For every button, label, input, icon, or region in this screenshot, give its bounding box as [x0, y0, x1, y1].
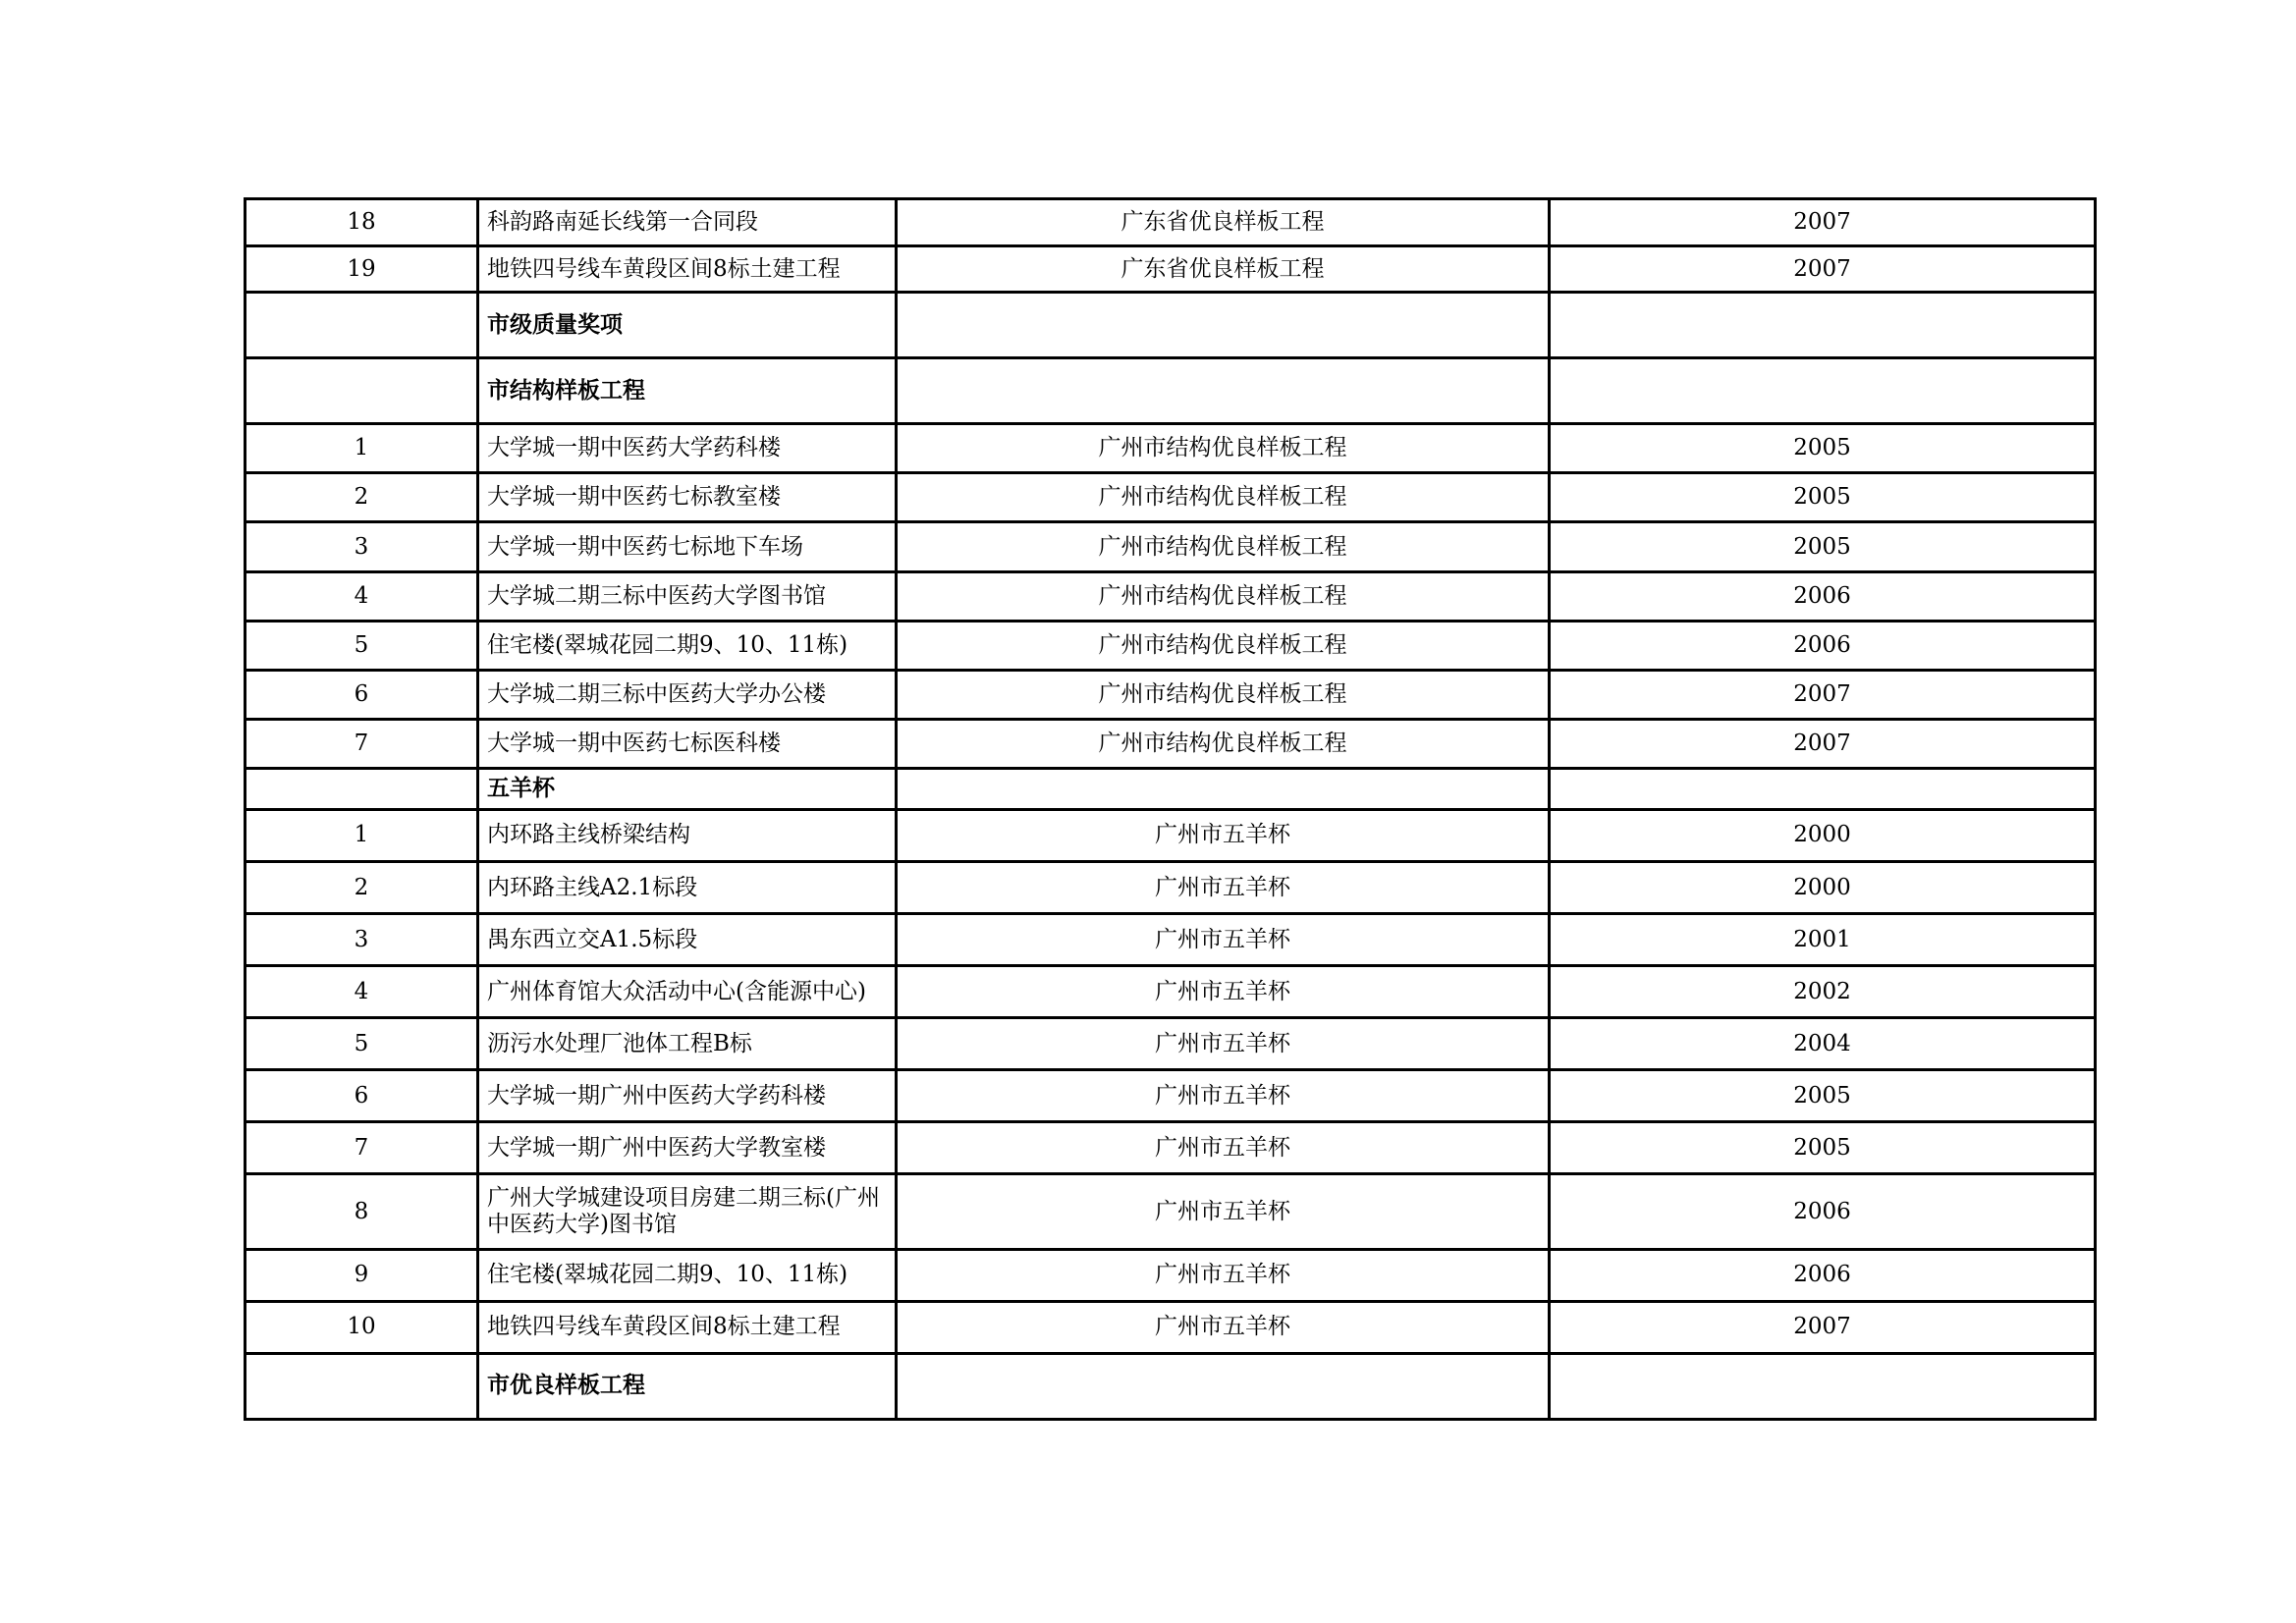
award-name: 广东省优良样板工程: [897, 246, 1550, 293]
award-year: 2000: [1550, 862, 2096, 914]
table-row: [246, 1174, 2096, 1249]
project-name: 广州大学城建设项目房建二期三标(广州中医药大学)图书馆: [478, 1174, 897, 1249]
award-name: 广州市结构优良样板工程: [897, 473, 1550, 522]
row-number: 7: [246, 1122, 478, 1174]
award-name: 广州市结构优良样板工程: [897, 670, 1550, 719]
award-name: [897, 358, 1550, 424]
row-number: 9: [246, 1249, 478, 1301]
row-number: [246, 768, 478, 809]
row-number: 4: [246, 571, 478, 621]
table-row: [246, 1070, 2096, 1122]
award-year: 2000: [1550, 809, 2096, 861]
row-number: [246, 358, 478, 424]
award-year: 2005: [1550, 522, 2096, 571]
table-row: [246, 809, 2096, 861]
row-number: 1: [246, 424, 478, 473]
award-year: [1550, 358, 2096, 424]
award-name: 广州市五羊杯: [897, 1249, 1550, 1301]
award-name: 广东省优良样板工程: [897, 199, 1550, 246]
section-heading: 市优良样板工程: [478, 1353, 897, 1419]
project-name: 大学城一期中医药七标地下车场: [478, 522, 897, 571]
award-year: [1550, 293, 2096, 358]
award-year: 2007: [1550, 719, 2096, 768]
project-name: 内环路主线A2.1标段: [478, 862, 897, 914]
section-heading: 五羊杯: [478, 768, 897, 809]
table-row: [246, 424, 2096, 473]
row-number: 2: [246, 862, 478, 914]
project-name: 地铁四号线车黄段区间8标土建工程: [478, 246, 897, 293]
row-number: 3: [246, 522, 478, 571]
row-number: 10: [246, 1301, 478, 1353]
award-name: 广州市五羊杯: [897, 1301, 1550, 1353]
award-name: [897, 293, 1550, 358]
project-name: 大学城一期中医药七标教室楼: [478, 473, 897, 522]
award-name: 广州市五羊杯: [897, 914, 1550, 966]
award-year: 2007: [1550, 1301, 2096, 1353]
section-row: [246, 293, 2096, 358]
table-row: [246, 1301, 2096, 1353]
project-name: 广州体育馆大众活动中心(含能源中心): [478, 966, 897, 1018]
award-name: 广州市结构优良样板工程: [897, 719, 1550, 768]
award-year: 2007: [1550, 670, 2096, 719]
award-name: 广州市五羊杯: [897, 1174, 1550, 1249]
table-row: [246, 862, 2096, 914]
table-row: [246, 199, 2096, 246]
award-name: 广州市结构优良样板工程: [897, 621, 1550, 670]
row-number: 3: [246, 914, 478, 966]
row-number: [246, 293, 478, 358]
row-number: 6: [246, 1070, 478, 1122]
award-year: [1550, 768, 2096, 809]
award-year: 2006: [1550, 571, 2096, 621]
row-number: 1: [246, 809, 478, 861]
project-name: 禺东西立交A1.5标段: [478, 914, 897, 966]
table-row: [246, 522, 2096, 571]
row-number: 6: [246, 670, 478, 719]
section-row: [246, 1353, 2096, 1419]
awards-table: [244, 197, 2097, 1421]
project-name: 住宅楼(翠城花园二期9、10、11栋): [478, 1249, 897, 1301]
section-row: [246, 768, 2096, 809]
table-row: [246, 966, 2096, 1018]
row-number: 19: [246, 246, 478, 293]
award-year: 2005: [1550, 473, 2096, 522]
award-name: 广州市结构优良样板工程: [897, 424, 1550, 473]
table-row: [246, 621, 2096, 670]
table-row: [246, 473, 2096, 522]
awards-table-body: [246, 199, 2096, 1420]
table-row: [246, 246, 2096, 293]
award-name: 广州市五羊杯: [897, 966, 1550, 1018]
table-row: [246, 1249, 2096, 1301]
section-heading: 市级质量奖项: [478, 293, 897, 358]
project-name: 大学城二期三标中医药大学办公楼: [478, 670, 897, 719]
award-name: 广州市五羊杯: [897, 1122, 1550, 1174]
award-name: 广州市五羊杯: [897, 1070, 1550, 1122]
project-name: 科韵路南延长线第一合同段: [478, 199, 897, 246]
award-year: 2006: [1550, 1174, 2096, 1249]
project-name: 沥污水处理厂池体工程B标: [478, 1018, 897, 1070]
award-name: [897, 768, 1550, 809]
award-year: 2001: [1550, 914, 2096, 966]
row-number: 18: [246, 199, 478, 246]
project-name: 内环路主线桥梁结构: [478, 809, 897, 861]
row-number: 5: [246, 1018, 478, 1070]
row-number: 2: [246, 473, 478, 522]
table-row: [246, 914, 2096, 966]
table-row: [246, 1122, 2096, 1174]
award-name: 广州市结构优良样板工程: [897, 522, 1550, 571]
project-name: 大学城二期三标中医药大学图书馆: [478, 571, 897, 621]
project-name: 大学城一期广州中医药大学教室楼: [478, 1122, 897, 1174]
award-year: 2005: [1550, 1070, 2096, 1122]
table-row: [246, 1018, 2096, 1070]
table-row: [246, 670, 2096, 719]
award-year: 2007: [1550, 246, 2096, 293]
section-heading: 市结构样板工程: [478, 358, 897, 424]
row-number: [246, 1353, 478, 1419]
project-name: 大学城一期中医药大学药科楼: [478, 424, 897, 473]
table-row: [246, 571, 2096, 621]
award-year: 2006: [1550, 1249, 2096, 1301]
award-name: 广州市五羊杯: [897, 1018, 1550, 1070]
award-year: 2005: [1550, 424, 2096, 473]
project-name: 大学城一期广州中医药大学药科楼: [478, 1070, 897, 1122]
award-name: [897, 1353, 1550, 1419]
table-row: [246, 719, 2096, 768]
award-year: 2002: [1550, 966, 2096, 1018]
award-year: 2006: [1550, 621, 2096, 670]
award-year: 2005: [1550, 1122, 2096, 1174]
section-row: [246, 358, 2096, 424]
row-number: 7: [246, 719, 478, 768]
project-name: 地铁四号线车黄段区间8标土建工程: [478, 1301, 897, 1353]
row-number: 8: [246, 1174, 478, 1249]
project-name: 住宅楼(翠城花园二期9、10、11栋): [478, 621, 897, 670]
award-name: 广州市结构优良样板工程: [897, 571, 1550, 621]
project-name: 大学城一期中医药七标医科楼: [478, 719, 897, 768]
award-year: 2007: [1550, 199, 2096, 246]
award-year: 2004: [1550, 1018, 2096, 1070]
award-name: 广州市五羊杯: [897, 809, 1550, 861]
row-number: 4: [246, 966, 478, 1018]
award-name: 广州市五羊杯: [897, 862, 1550, 914]
award-year: [1550, 1353, 2096, 1419]
row-number: 5: [246, 621, 478, 670]
